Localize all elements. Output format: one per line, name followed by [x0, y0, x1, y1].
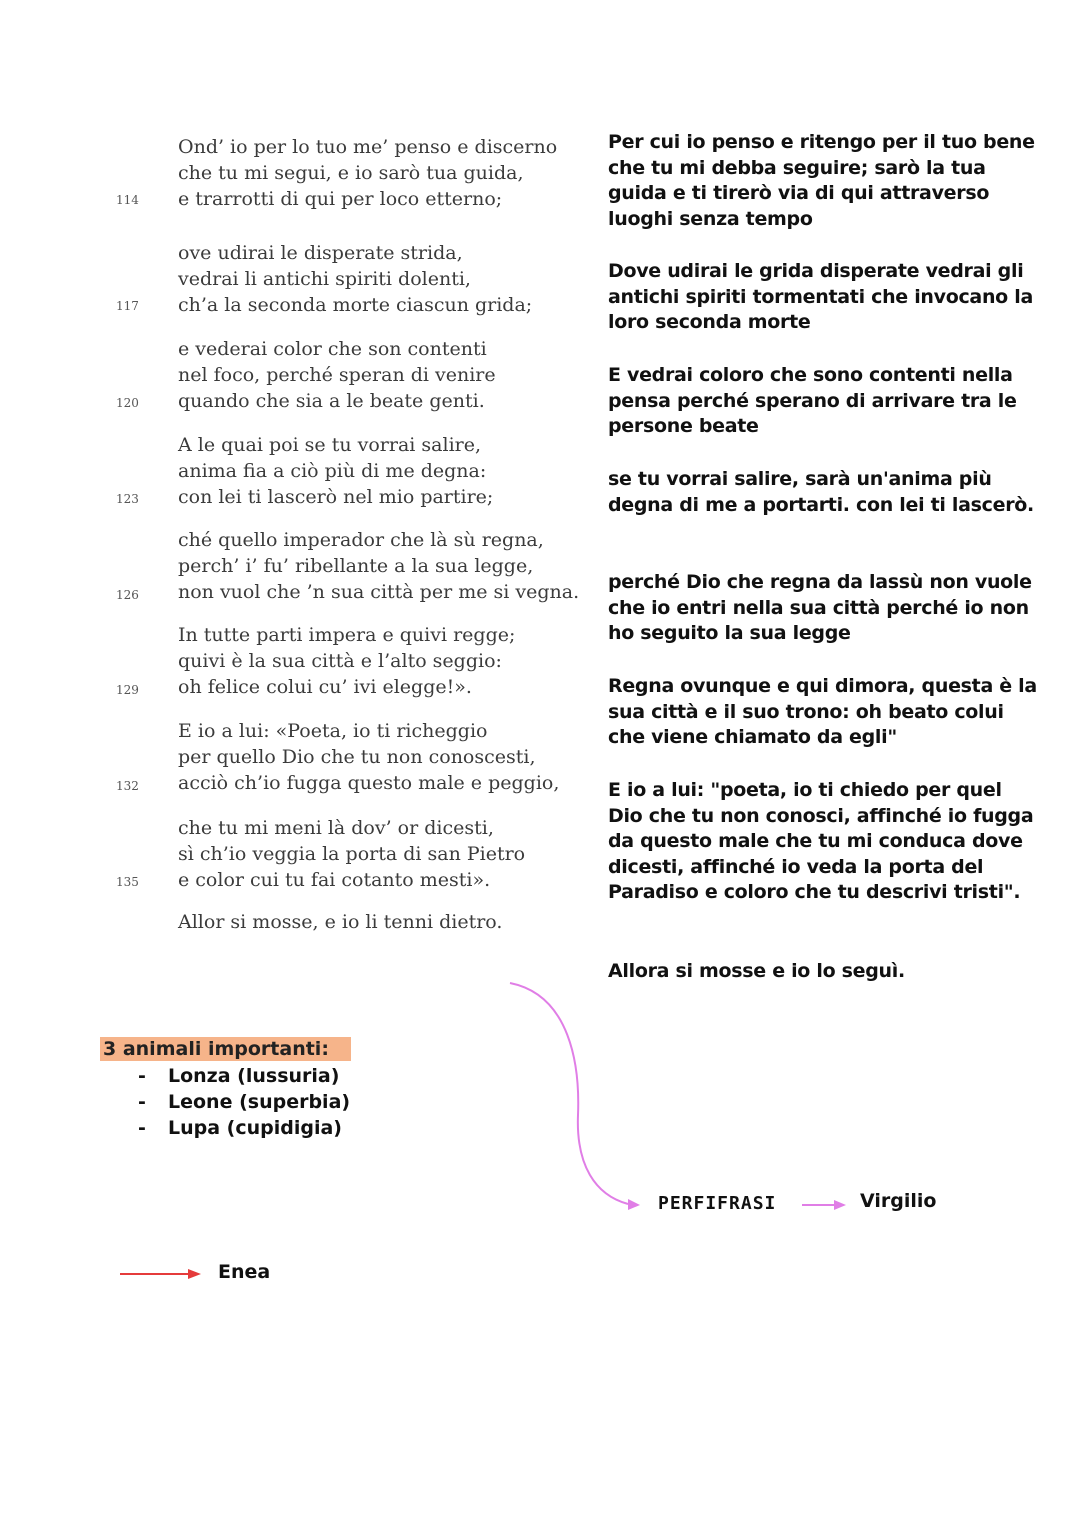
- enea-label: Enea: [218, 1261, 271, 1283]
- verse-number: 126: [116, 588, 139, 602]
- paraphrase-paragraph: Regna ovunque e qui dimora, questa è la sua città e il suo trono: oh beato colui che viene chiamato da egli": [608, 675, 1037, 748]
- list-item: - Lonza (lussuria): [100, 1063, 351, 1089]
- verse-line: e trarrotti di qui per loco etterno;: [178, 188, 503, 210]
- verse-line: nel foco, perché speran di venire: [178, 364, 496, 386]
- tercet: [178, 240, 578, 318]
- verse-line: In tutte parti impera e quivi regge;: [178, 624, 516, 646]
- tercet: [178, 815, 578, 893]
- final-verse: [178, 909, 578, 935]
- verse-line: che tu mi meni là dov’ or dicesti,: [178, 817, 494, 839]
- verse-number: 114: [116, 193, 139, 207]
- verse-line: e vederai color che son contenti: [178, 338, 487, 360]
- animals-list: [100, 1063, 351, 1141]
- animals-note: [100, 1037, 351, 1141]
- paraphrase-paragraph: perché Dio che regna da lassù non vuole che io entri nella sua città perché io non ho seguito la sua legge: [608, 571, 1032, 644]
- curved-arrow-icon: [500, 975, 660, 1220]
- verse-line: Ond’ io per lo tuo me’ penso e discerno: [178, 136, 558, 158]
- red-arrow-icon: [118, 1266, 204, 1282]
- verse-line: e color cui tu fai cotanto mesti».: [178, 869, 491, 891]
- verse-line: che tu mi segui, e io sarò tua guida,: [178, 162, 524, 184]
- note-title: 3 animali importanti:: [100, 1037, 351, 1061]
- verse-line: ove udirai le disperate strida,: [178, 242, 463, 264]
- verse-number: 135: [116, 875, 139, 889]
- verse-line: ch’a la seconda morte ciascun grida;: [178, 294, 533, 316]
- verse-number: 129: [116, 683, 139, 697]
- tercet: [178, 134, 578, 212]
- verse-line: con lei ti lascerò nel mio partire;: [178, 486, 494, 508]
- tercet: [178, 527, 578, 605]
- verse-line: anima fia a ciò più di me degna:: [178, 460, 487, 482]
- verse-line: perch’ i’ fu’ ribellante a la sua legge,: [178, 555, 534, 577]
- verse-line: ché quello imperador che là sù regna,: [178, 529, 544, 551]
- verse-line: A le quai poi se tu vorrai salire,: [178, 434, 482, 456]
- verse-number: 117: [116, 299, 139, 313]
- perifrasi-label: PERFIFRASI: [658, 1193, 777, 1214]
- verse-line: E io a lui: «Poeta, io ti richeggio: [178, 720, 488, 742]
- paraphrase-paragraph: Dove udirai le grida disperate vedrai gli antichi spiriti tormentati che invocano la loro seconda morte: [608, 260, 1033, 333]
- paraphrase-paragraph: se tu vorrai salire, sarà un'anima più degna di me a portarti. con lei ti lascerò.: [608, 468, 1034, 516]
- tercet: [178, 718, 578, 796]
- list-item: - Lupa (cupidigia): [100, 1115, 351, 1141]
- verse-line: quando che sia a le beate genti.: [178, 390, 485, 412]
- verse-number: 120: [116, 396, 139, 410]
- verse-line: quivi è la sua città e l’alto seggio:: [178, 650, 502, 672]
- verse-line: oh felice colui cu’ ivi elegge!».: [178, 676, 472, 698]
- paraphrase-paragraph: Per cui io penso e ritengo per il tuo bene che tu mi debba seguire; sarò la tua guida e ti tirerò via di qui attraverso luoghi senza tempo: [608, 131, 1035, 230]
- verse-line: non vuol che ’n sua città per me si vegna.: [178, 581, 580, 603]
- tercet: [178, 336, 578, 414]
- verse-line: acciò ch’io fugga questo male e peggio,: [178, 772, 560, 794]
- tercet: [178, 622, 578, 700]
- list-item: - Leone (superbia): [100, 1089, 351, 1115]
- paraphrase-paragraph: E vedrai coloro che sono contenti nella pensa perché sperano di arrivare tra le persone beate: [608, 364, 1017, 437]
- verse-line: vedrai li antichi spiriti dolenti,: [178, 268, 471, 290]
- verse-line: per quello Dio che tu non conoscesti,: [178, 746, 536, 768]
- right-arrow-icon: [800, 1197, 848, 1213]
- tercet: [178, 432, 578, 510]
- paraphrase-paragraph: E io a lui: "poeta, io ti chiedo per quel Dio che tu non conosci, affinché io fugga da questo male che tu mi conduca dove dicesti, affinché io veda la porta del Paradiso e coloro che tu descrivi tristi".: [608, 779, 1034, 903]
- verse-line: Allor si mosse, e io li tenni dietro.: [178, 911, 503, 933]
- virgilio-label: Virgilio: [860, 1190, 937, 1212]
- paraphrase-paragraph: Allora si mosse e io lo seguì.: [608, 960, 905, 982]
- verse-number: 123: [116, 492, 139, 506]
- verse-number: 132: [116, 779, 139, 793]
- verse-line: sì ch’io veggia la porta di san Pietro: [178, 843, 526, 865]
